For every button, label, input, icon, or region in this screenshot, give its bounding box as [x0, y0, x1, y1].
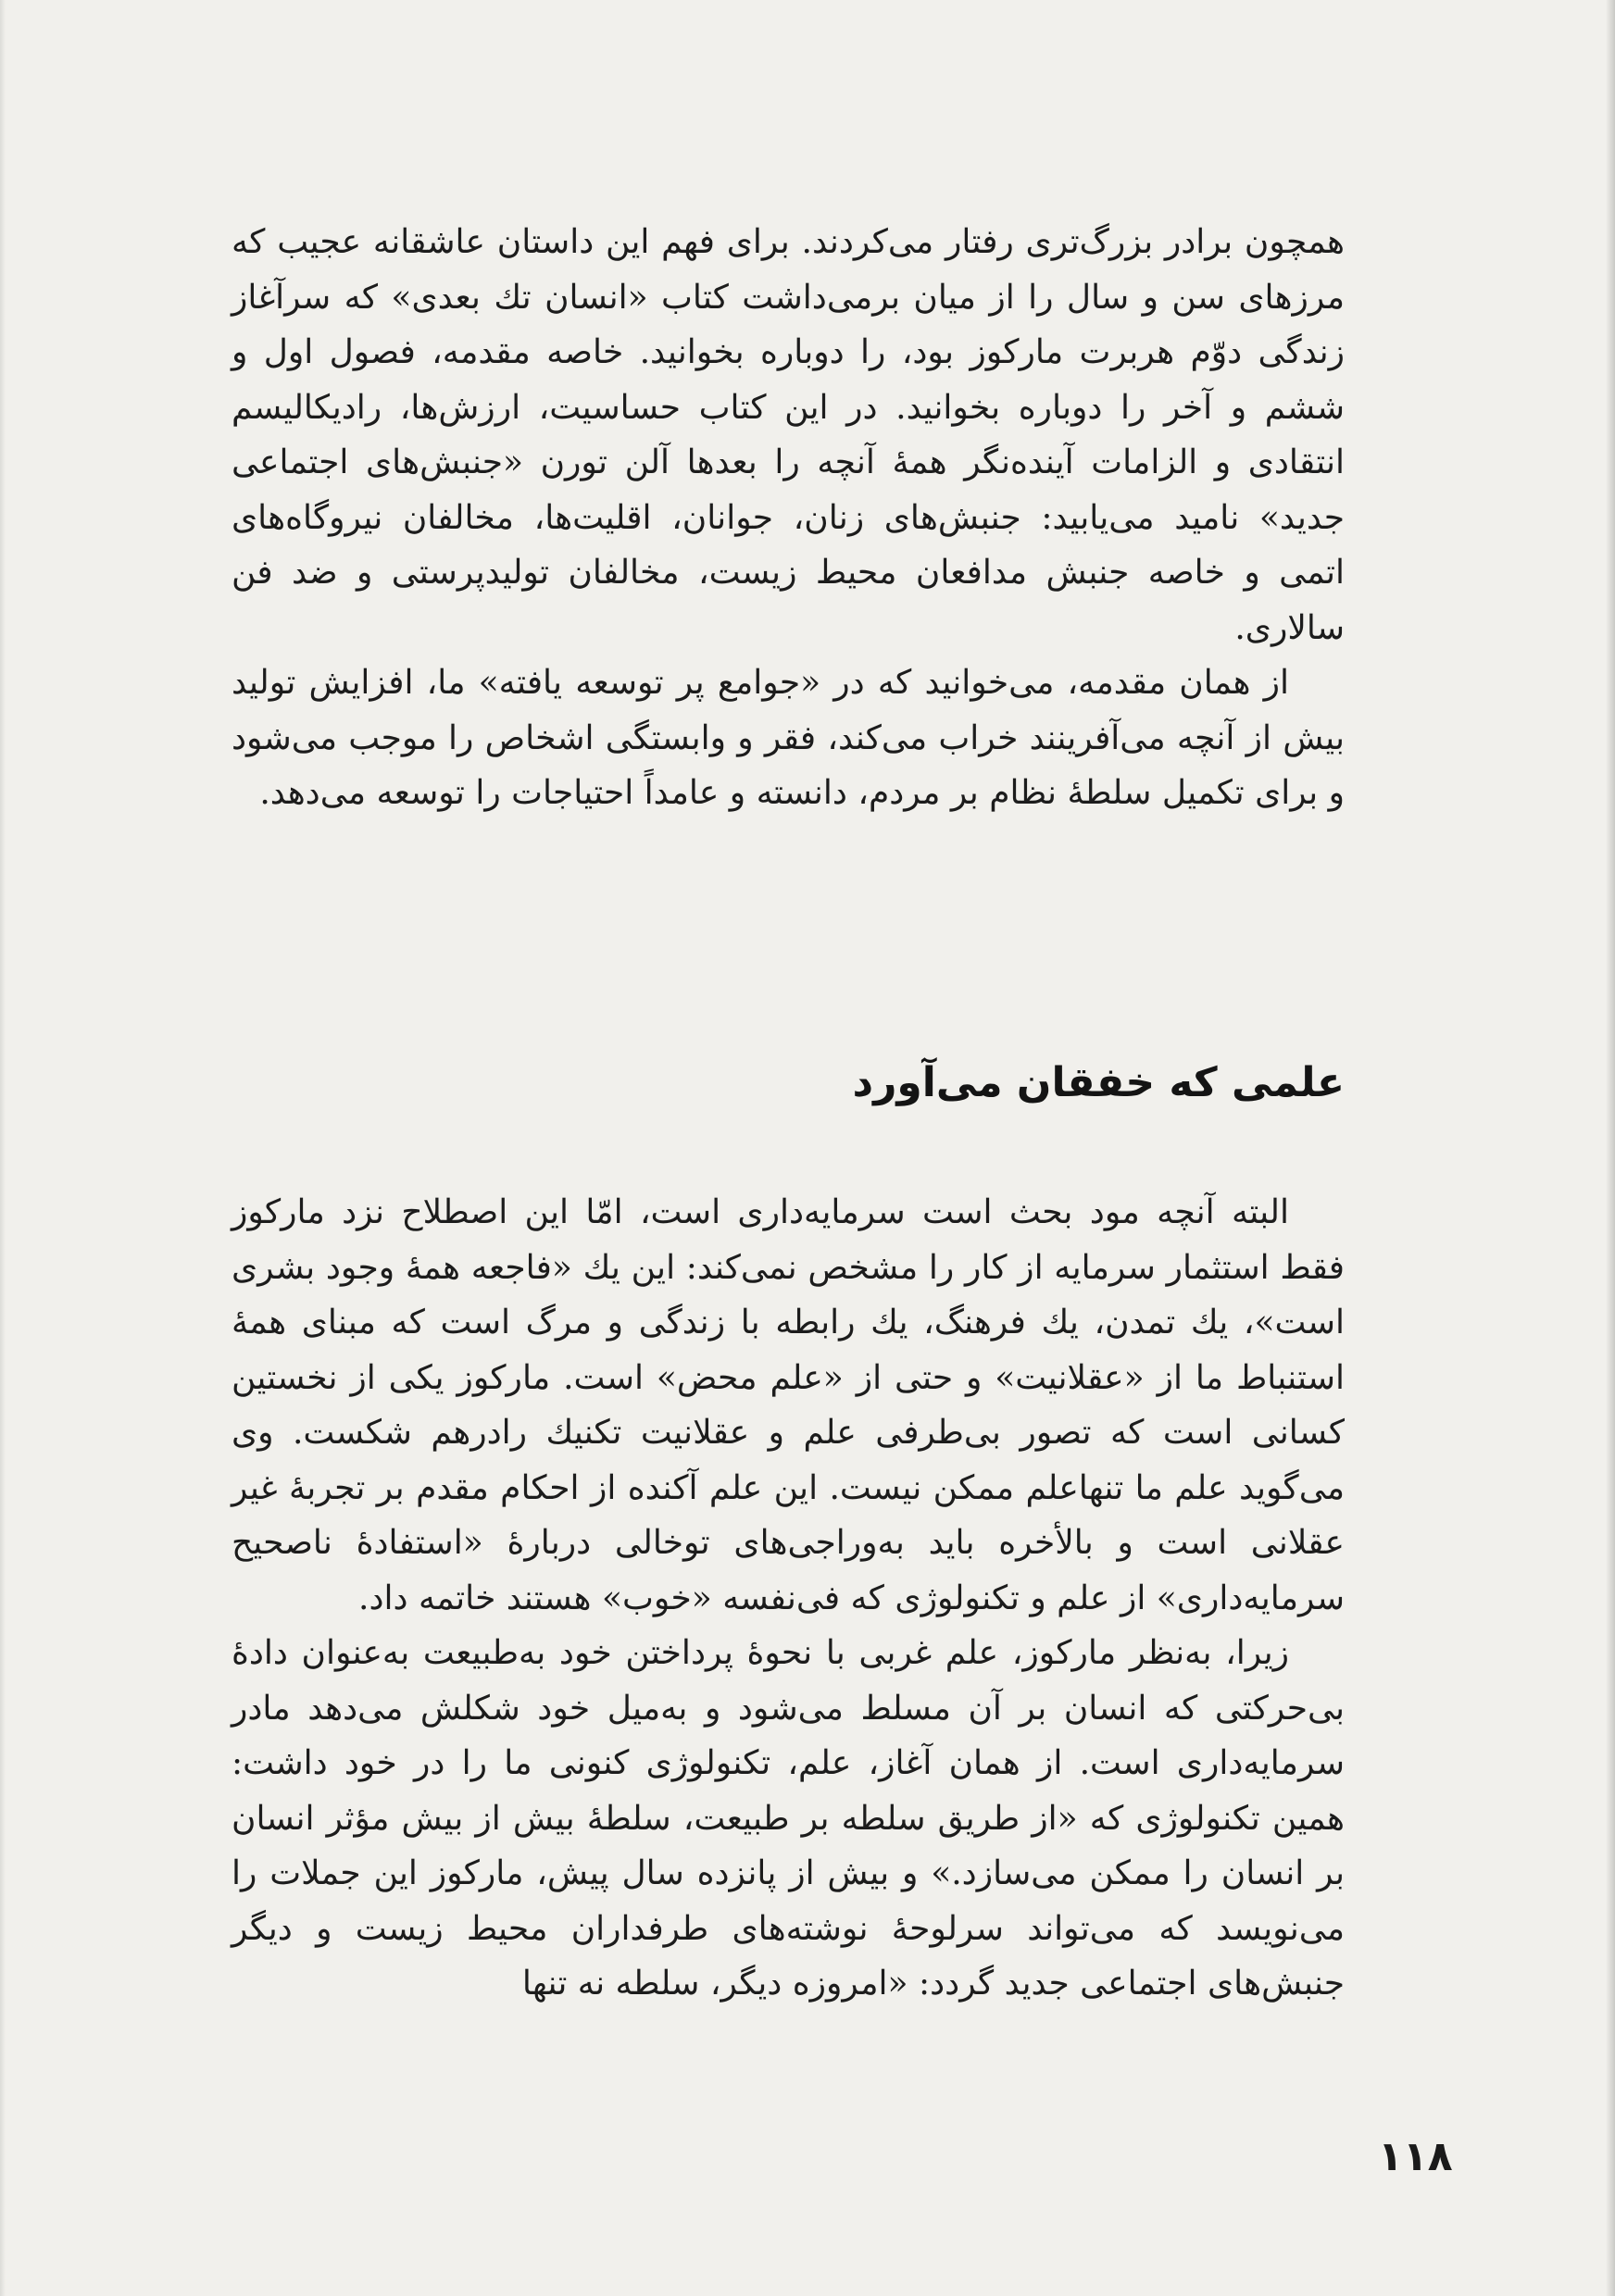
page-number: ۱۱۸ — [1378, 2133, 1453, 2180]
page-right-edge — [1606, 0, 1615, 2296]
section-one-body — [232, 215, 1345, 821]
paragraph-2: از همان مقدمه، می‌خوانید که در «جوامع پر توسعه یافته» ما، افزایش تولید بیش از آنچه می‌آفرینند خراب می‌کند، فقر و وابستگی اشخاص را موجب می‌شود و برای تکمیل سلطهٔ نظام بر مردم، دانسته و عامداً احتیاجات را توسعه می‌دهد. — [232, 664, 1345, 812]
section-heading: علمی که خفقان می‌آورد — [852, 1059, 1345, 1106]
section-two-body — [232, 1185, 1345, 2012]
paragraph-4: زیرا، به‌نظر ماركوز، علم غربی با نحوهٔ پرداختن خود به‌طبیعت به‌عنوان دادهٔ بی‌حرکتی که انسان بر آن مسلط می‌شود و به‌میل خود شکلش می‌دهد مادر سرمایه‌داری است. از همان آغاز، علم، تکنولوژی کنونی ما را در خود داشت: همین تکنولوژی که «از طریق سلطه بر طبیعت، سلطهٔ بیش از بیش مؤثر انسان بر انسان را ممکن می‌سازد.» و بیش از پانزده سال پیش، ماركوز این جملات را می‌نویسد که می‌تواند سرلوحهٔ نوشته‌های طرفداران محیط زیست و دیگر جنبش‌های اجتماعی جدید گردد: «امروزه دیگر، سلطه نه تنها — [232, 1634, 1346, 2003]
paragraph-3: البته آنچه مود بحث است سرمایه‌داری است، امّا این اصطلاح نزد ماركوز فقط استثمار سرمایه از کار را مشخص نمی‌کند: این یك «فاجعه همهٔ وجود بشری است»، یك تمدن، یك فرهنگ، یك رابطه با زندگی و مرگ است که مبنای همهٔ استنباط ما از «عقلانیت» و حتی از «علم محض» است. ماركوز یکی از نخستین کسانی است که تصور بی‌طرفی علم و عقلانیت تکنیك رادرهم شکست. وی می‌گوید علم ما تنهاعلم ممکن نیست. این علم آکنده از احکام مقدم بر تجربهٔ غیر عقلانی است و بالأخره باید به‌وراجی‌های توخالی دربارهٔ «استفادهٔ ناصحیح سرمایه‌داری» از علم و تکنولوژی که فی‌نفسه «خوب» هستند خاتمه داد. — [232, 1193, 1345, 1617]
paragraph-1: همچون برادر بزرگ‌تری رفتار می‌کردند. برای فهم این داستان عاشقانه عجیب که مرزهای سن و سال را از میان برمی‌داشت کتاب «انسان تك بعدی» که سرآغاز زندگی دوّم هربرت ماركوز بود، را دوباره بخوانید. خاصه مقدمه، فصول اول و ششم و آخر را دوباره بخوانید. در این کتاب حساسیت، ارزش‌ها، رادیکالیسم انتقادی و الزامات آینده‌نگر همهٔ آنچه را بعدها آلن تورن «جنبش‌های اجتماعی جدید» نامید می‌یابید: جنبش‌های زنان، جوانان، اقلیت‌ها، مخالفان نیروگاه‌های اتمی و خاصه جنبش مدافعان محیط زیست، مخالفان تولیدپرستی و ضد فن سالاری. — [232, 223, 1345, 647]
page-left-edge — [0, 0, 6, 2296]
